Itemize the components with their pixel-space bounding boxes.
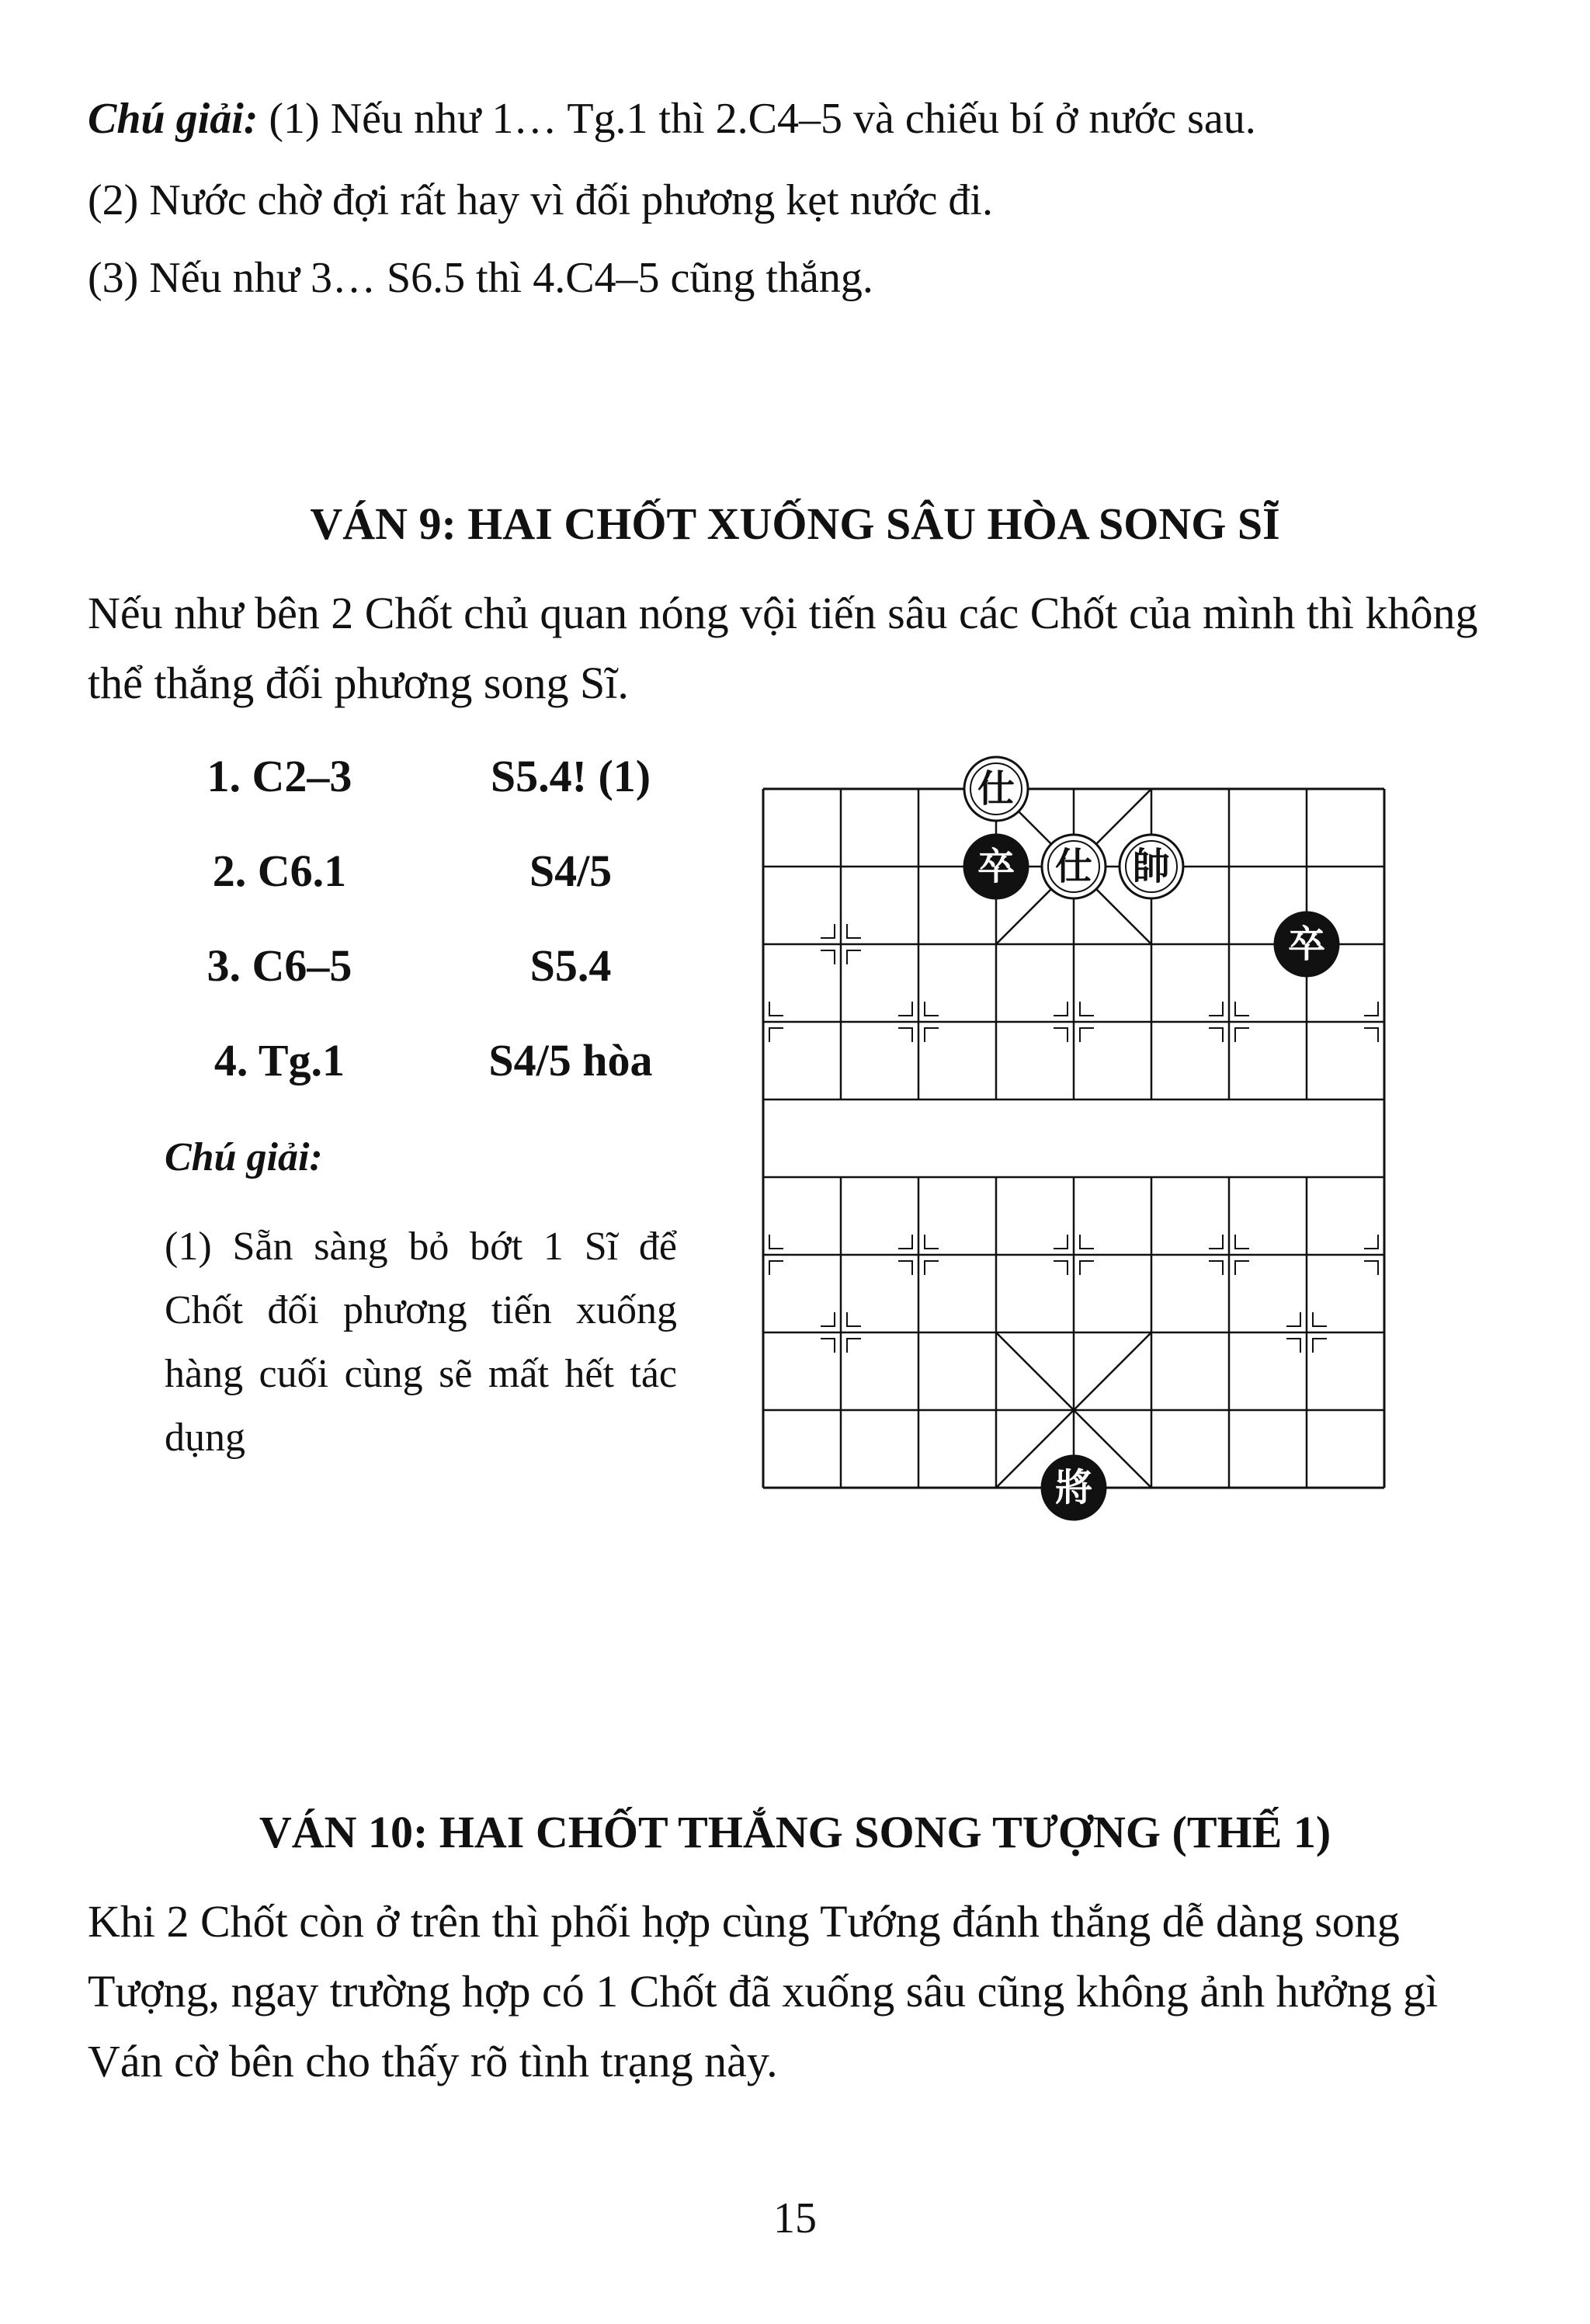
- position-marker: [847, 1339, 861, 1353]
- position-marker: [1054, 1002, 1068, 1016]
- position-marker: [1080, 1235, 1094, 1249]
- position-marker: [1286, 1312, 1300, 1326]
- position-marker: [925, 1002, 939, 1016]
- move-red: 1. C2–3: [207, 751, 352, 801]
- position-marker: [898, 1002, 912, 1016]
- position-marker: [769, 1002, 783, 1016]
- prev-note-line-2: (2) Nước chờ đợi rất hay vì đối phương kẹt nước đi.: [88, 176, 993, 224]
- position-marker: [821, 1312, 835, 1326]
- position-marker: [1080, 1002, 1094, 1016]
- piece-char: 帥: [1132, 845, 1171, 888]
- prev-note-label: Chú giải:: [88, 95, 259, 143]
- xiangqi-piece: [1042, 835, 1106, 898]
- xiangqi-board: [745, 745, 1413, 1509]
- xiangqi-piece: [964, 757, 1028, 821]
- position-marker: [925, 1261, 939, 1275]
- game10-intro: Khi 2 Chốt còn ở trên thì phối hợp cùng Tướng đánh thắng dễ dàng song Tượng, ngay trường hợp có 1 Chốt đã xuống sâu cũng không ảnh hưởng gì Ván cờ bên cho thấy rõ tình trạng này.: [88, 1896, 1439, 2086]
- position-marker: [1054, 1028, 1068, 1042]
- position-marker: [1209, 1002, 1223, 1016]
- move-black: S5.4: [529, 940, 612, 991]
- move-row: [155, 844, 714, 939]
- game9-note-label: Chú giải:: [165, 1135, 323, 1179]
- prev-note-line-1-text: (1) Nếu như 1… Tg.1 thì 2.C4–5 và chiếu bí ở nước sau.: [258, 95, 1256, 143]
- position-marker: [1235, 1261, 1249, 1275]
- position-marker: [847, 1312, 861, 1326]
- move-red: 3. C6–5: [207, 940, 352, 991]
- piece-char: 仕: [977, 767, 1015, 811]
- piece-char: 卒: [1287, 922, 1326, 966]
- position-marker: [847, 950, 861, 964]
- position-marker: [1313, 1312, 1327, 1326]
- position-marker: [1235, 1028, 1249, 1042]
- position-marker: [1209, 1028, 1223, 1042]
- position-marker: [1235, 1235, 1249, 1249]
- position-marker: [1054, 1235, 1068, 1249]
- prev-note-line-1: [88, 93, 1256, 145]
- game10-title: VÁN 10: HAI CHỐT THẮNG SONG TƯỢNG (THẾ 1): [259, 1807, 1331, 1857]
- position-marker: [925, 1235, 939, 1249]
- xiangqi-piece: [1120, 835, 1183, 898]
- move-red: 4. Tg.1: [214, 1035, 345, 1086]
- move-row: [155, 939, 714, 1033]
- position-marker: [1080, 1261, 1094, 1275]
- game9-intro: Nếu như bên 2 Chốt chủ quan nóng vội tiến sâu các Chốt của mình thì không thể thắng đối phương song Sĩ.: [88, 588, 1478, 708]
- move-black: S4/5 hòa: [488, 1035, 653, 1086]
- game9-move-list: [155, 749, 714, 1128]
- game9-note: (1) Sẵn sàng bỏ bớt 1 Sĩ để Chốt đối phương tiến xuống hàng cuối cùng sẽ mất hết tác dụng: [165, 1225, 677, 1460]
- prev-note-line-3: (3) Nếu như 3… S6.5 thì 4.C4–5 cũng thắng.: [88, 254, 873, 302]
- position-marker: [769, 1261, 783, 1275]
- position-marker: [769, 1235, 783, 1249]
- position-marker: [898, 1235, 912, 1249]
- move-red: 2. C6.1: [212, 846, 347, 896]
- xiangqi-piece: [1275, 912, 1338, 976]
- position-marker: [769, 1028, 783, 1042]
- position-marker: [1286, 1339, 1300, 1353]
- move-row: [155, 749, 714, 844]
- position-marker: [1235, 1002, 1249, 1016]
- position-marker: [1364, 1028, 1378, 1042]
- position-marker: [1313, 1339, 1327, 1353]
- piece-char: 仕: [1054, 845, 1093, 888]
- position-marker: [925, 1028, 939, 1042]
- position-marker: [1364, 1235, 1378, 1249]
- piece-char: 卒: [977, 845, 1015, 888]
- position-marker: [898, 1028, 912, 1042]
- position-marker: [1054, 1261, 1068, 1275]
- position-marker: [821, 1339, 835, 1353]
- position-marker: [821, 950, 835, 964]
- position-marker: [1209, 1235, 1223, 1249]
- piece-char: 將: [1054, 1466, 1093, 1509]
- move-black: S4/5: [529, 846, 613, 896]
- xiangqi-piece: [1042, 1456, 1106, 1520]
- move-black: S5.4! (1): [490, 751, 651, 801]
- position-marker: [1364, 1002, 1378, 1016]
- position-marker: [847, 924, 861, 938]
- position-marker: [1209, 1261, 1223, 1275]
- position-marker: [898, 1261, 912, 1275]
- move-row: [155, 1033, 714, 1128]
- page-number: 15: [773, 2194, 817, 2242]
- position-marker: [1364, 1261, 1378, 1275]
- xiangqi-piece: [964, 835, 1028, 898]
- position-marker: [1080, 1028, 1094, 1042]
- position-marker: [821, 924, 835, 938]
- game9-title: VÁN 9: HAI CHỐT XUỐNG SÂU HÒA SONG SĨ: [310, 498, 1280, 549]
